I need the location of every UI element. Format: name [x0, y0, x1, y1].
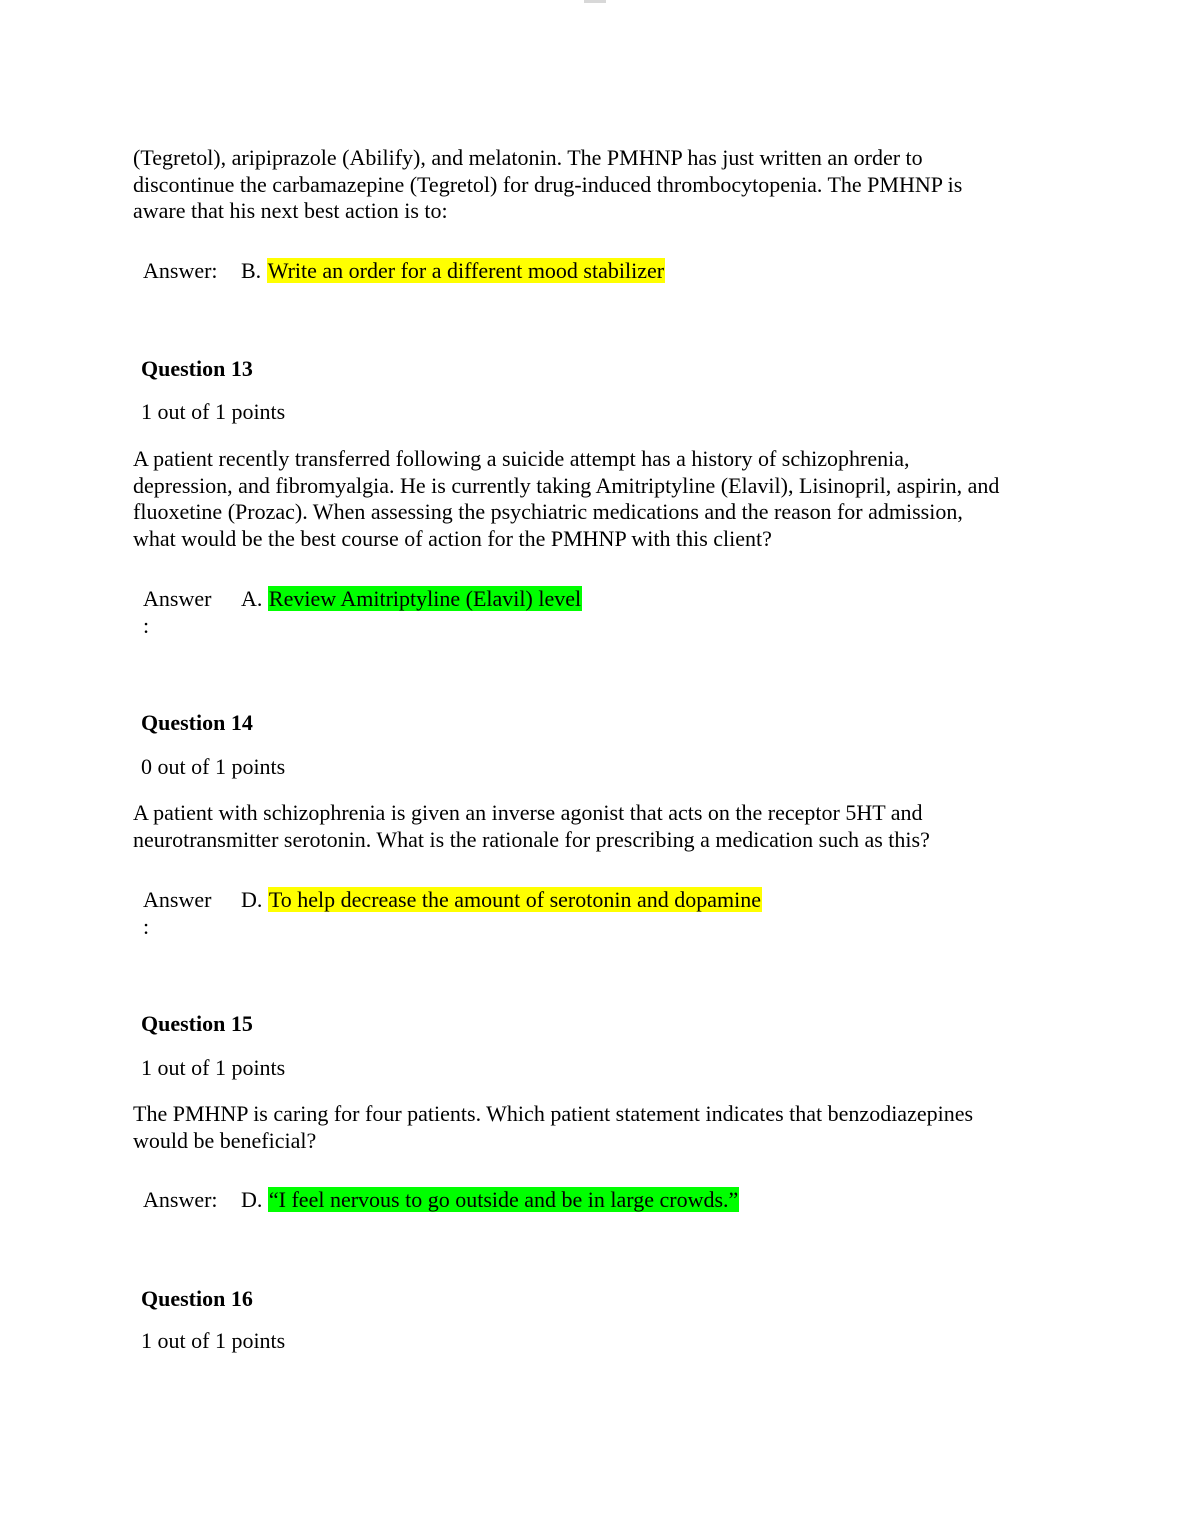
answer-label: Answer: — [143, 1187, 218, 1212]
question-15-title: Question 15 — [141, 1011, 253, 1036]
question-13-title: Question 13 — [141, 356, 253, 381]
answer-colon: : — [143, 612, 150, 638]
question-16-score: 1 out of 1 points — [141, 1328, 286, 1353]
answer-choice — [241, 887, 762, 914]
answer-choice — [241, 258, 665, 285]
page-header-mark — [584, 0, 606, 3]
answer-text-highlighted: To help decrease the amount of serotonin and dopamine — [268, 887, 761, 912]
question-12-text-continued: (Tegretol), aripiprazole (Abilify), and melatonin. The PMHNP has just written an order to discontinue the carbamazepine (Tegretol) for drug-induced thrombocytopenia. The PMHNP is aware that his next best action is to: — [133, 145, 963, 224]
answer-text-highlighted: “I feel nervous to go outside and be in large crowds.” — [268, 1187, 739, 1212]
answer-letter: A. — [241, 586, 263, 611]
question-16-title: Question 16 — [141, 1286, 253, 1311]
answer-label: Answer — [143, 586, 212, 611]
answer-label: Answer: — [143, 258, 218, 283]
answer-letter: D. — [241, 887, 263, 912]
answer-choice — [241, 586, 582, 613]
answer-choice — [241, 1187, 739, 1214]
answer-letter: D. — [241, 1187, 263, 1212]
question-14-title: Question 14 — [141, 710, 253, 735]
answer-text-highlighted: Review Amitriptyline (Elavil) level — [268, 586, 582, 611]
question-14-text: A patient with schizophrenia is given an inverse agonist that acts on the receptor 5HT and neurotransmitter serotonin. What is the rationale for prescribing a medication such as this? — [133, 800, 930, 852]
answer-text-highlighted: Write an order for a different mood stabilizer — [267, 258, 665, 283]
question-15-score: 1 out of 1 points — [141, 1055, 286, 1080]
question-13-text: A patient recently transferred following a suicide attempt has a history of schizophrenia, depression, and fibromyalgia. He is currently taking Amitriptyline (Elavil), Lisinopril, aspirin, and fluoxetine (Prozac). When assessing the psychiatric medications and the reason for admission, what would be the best course of action for the PMHNP with this client? — [133, 446, 1000, 551]
answer-letter: B. — [241, 258, 262, 283]
answer-label: Answer — [143, 887, 212, 912]
question-14-score: 0 out of 1 points — [141, 754, 286, 779]
question-15-text: The PMHNP is caring for four patients. Which patient statement indicates that benzodiazepines would be beneficial? — [133, 1101, 974, 1153]
question-13-score: 1 out of 1 points — [141, 399, 286, 424]
answer-colon: : — [143, 913, 150, 939]
